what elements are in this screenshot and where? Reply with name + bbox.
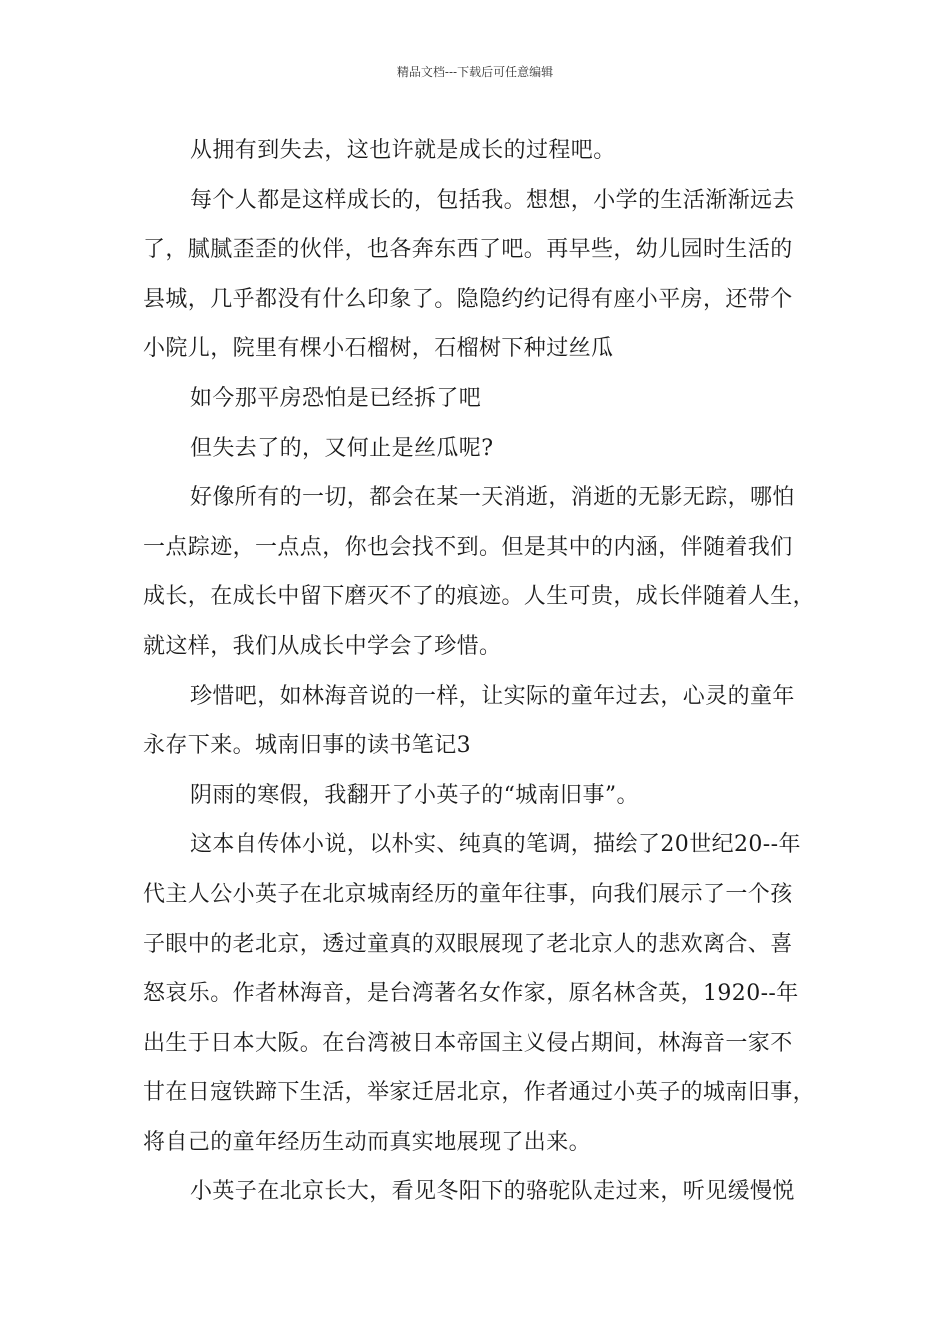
text-line: 永存下来。城南旧事的读书笔记3 <box>143 733 471 759</box>
text-line: 珍惜吧，如林海音说的一样，让实际的童年过去，心灵的童年 <box>190 683 795 709</box>
page-header: 精品文档---下载后可任意编辑 <box>396 65 554 79</box>
text-line: 代主人公小英子在北京城南经历的童年往事，向我们展示了一个孩 <box>143 881 793 907</box>
text-line: 好像所有的一切，都会在某一天消逝，消逝的无影无踪，哪怕 <box>190 485 795 511</box>
text-line: 从拥有到失去，这也许就是成长的过程吧。 <box>190 138 616 163</box>
text-line: 阴雨的寒假，我翻开了小英子的“城南旧事”。 <box>190 782 639 808</box>
text-line: 就这样，我们从成长中学会了珍惜。 <box>143 633 502 659</box>
text-line: 如今那平房恐怕是已经拆了吧 <box>190 385 482 411</box>
text-line: 甘在日寇铁蹄下生活，举家迁居北京，作者通过小英子的城南旧事， <box>143 1080 816 1106</box>
text-line: 县城，几乎都没有什么印象了。隐隐约约记得有座小平房，还带个 <box>143 286 793 312</box>
text-line: 一点踪迹，一点点，你也会找不到。但是其中的内涵，伴随着我们 <box>143 534 793 560</box>
text-line: 成长，在成长中留下磨灭不了的痕迹。人生可贵，成长伴随着人生， <box>143 584 816 610</box>
document-body <box>143 131 816 1222</box>
text-line: 小英子在北京长大，看见冬阳下的骆驼队走过来，听见缓慢悦 <box>190 1179 795 1205</box>
text-line: 子眼中的老北京，透过童真的双眼展现了老北京人的悲欢离合、喜 <box>143 931 793 957</box>
text-line: 怒哀乐。作者林海音，是台湾著名女作家，原名林含英，1920--年 <box>143 981 799 1007</box>
text-line: 小院儿，院里有棵小石榴树，石榴树下种过丝瓜 <box>143 336 614 362</box>
text-line: 但失去了的，又何止是丝瓜呢? <box>190 435 494 461</box>
text-line: 了，腻腻歪歪的伙伴，也各奔东西了吧。再早些，幼儿园时生活的 <box>143 237 793 263</box>
text-line: 将自己的童年经历生动而真实地展现了出来。 <box>143 1129 592 1155</box>
text-line: 每个人都是这样成长的，包括我。想想，小学的生活渐渐远去 <box>190 187 795 213</box>
text-line: 出生于日本大阪。在台湾被日本帝国主义侵占期间，林海音一家不 <box>143 1030 793 1056</box>
text-line: 这本自传体小说，以朴实、纯真的笔调，描绘了20世纪20--年 <box>190 832 801 858</box>
